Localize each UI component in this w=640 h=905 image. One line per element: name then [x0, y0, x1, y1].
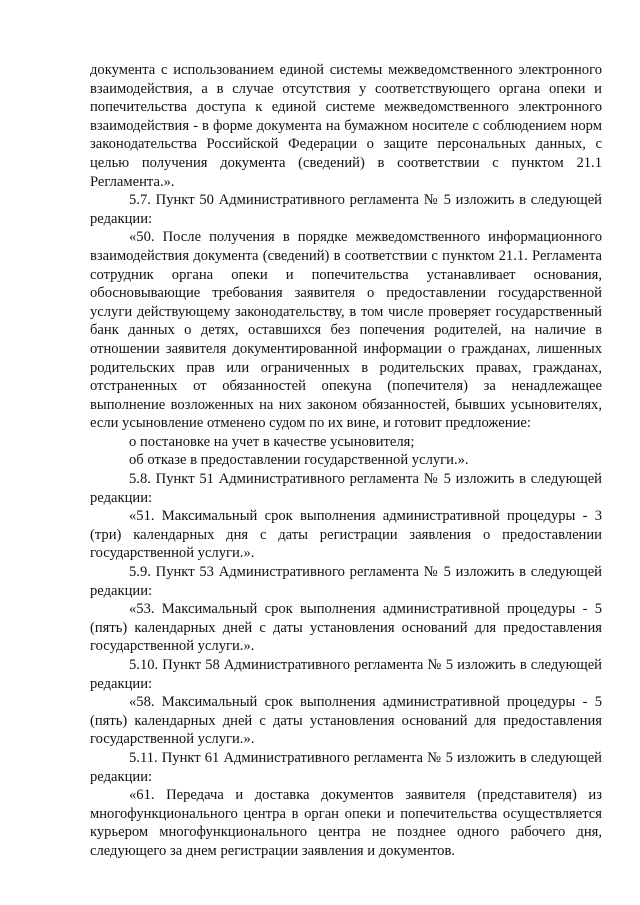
- paragraph-item-5-10: 5.10. Пункт 58 Административного регламента № 5 изложить в следующей редакции:: [90, 657, 602, 692]
- paragraph-quote-53: «53. Максимальный срок выполнения административной процедуры - 5 (пять) календарных дней с даты установления оснований для предоставления государственной услуги.».: [90, 601, 602, 655]
- paragraph-item-5-11: 5.11. Пункт 61 Административного регламента № 5 изложить в следующей редакции:: [90, 749, 602, 785]
- paragraph-quote-50: «50. После получения в порядке межведомственного информационного взаимодействия документа (сведений) в соответствии с пунктом 21.1. Регламента сотрудник органа опеки и попечительства устанавливает основания, обосновывающие требования заявителя о предоставлении государственной услуги действующему законодательству, в том числе проверяет государственный банк данных о детях, оставшихся без попечения родителей, на наличие в отношении заявителя документированной информации о гражданах, лишенных родительских прав или ограниченных в родительских правах, гражданах, отстраненных от обязанностей опекуна (попечителя) за ненадлежащее выполнение возложенных на них законом обязанностей, бывших усыновителях, если усыновление отменено судом по их вине, и готовит предложение:: [90, 229, 602, 432]
- paragraph-option-refusal: об отказе в предоставлении государственной услуги.».: [129, 452, 469, 469]
- paragraph-item-5-8: 5.8. Пункт 51 Административного регламента № 5 изложить в следующей редакции:: [90, 471, 602, 506]
- paragraph-option-registration: о постановке на учет в качестве усыновителя;: [129, 433, 415, 450]
- paragraph-item-5-7: 5.7. Пункт 50 Административного регламента № 5 изложить в следующей редакции:: [90, 192, 602, 227]
- paragraph-quote-58: «58. Максимальный срок выполнения административной процедуры - 5 (пять) календарных дней с даты установления оснований для предоставления государственной услуги.».: [90, 694, 602, 748]
- paragraph-item-5-9: 5.9. Пункт 53 Административного регламента № 5 изложить в следующей редакции:: [90, 564, 602, 599]
- paragraph-quote-61: «61. Передача и доставка документов заявителя (представителя) из многофункционального центра в орган опеки и попечительства осуществляется курьером многофункционального центра не позднее одного рабочего дня, следующего за днем регистрации заявления и документов.: [90, 787, 602, 859]
- paragraph-continuation: документа с использованием единой системы межведомственного электронного взаимодействия, а в случае отсутствия у соответствующего органа опеки и попечительства доступа к единой системе межведомственного электронного взаимодействия - в форме документа на бумажном носителе с соблюдением норм законодательства Российской Федерации о защите персональных данных, с целью получения документа (сведений) в соответствии с пунктом 21.1 Регламента.».: [90, 62, 602, 190]
- paragraph-quote-51: «51. Максимальный срок выполнения административной процедуры - 3 (три) календарных дня с даты регистрации заявления о предоставлении государственной услуги.».: [90, 508, 602, 562]
- document-page: [90, 61, 602, 861]
